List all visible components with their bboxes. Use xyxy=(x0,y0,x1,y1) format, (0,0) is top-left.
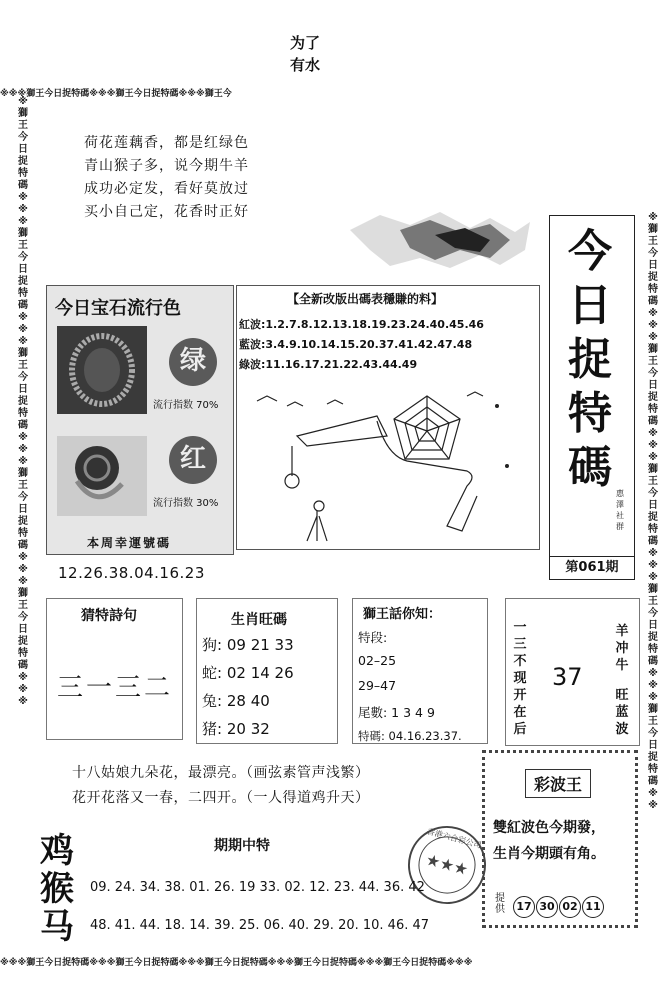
bottom-border-text: ※※※獅王今日捉特碼※※※獅王今日捉特碼※※※獅王今日捉特碼※※※獅王今日捉特碼※※※獅王今日捉特碼※※※ xyxy=(0,958,473,968)
wave-king-title: 彩波王 xyxy=(525,769,591,798)
guess-poem-text: 三一三二 xyxy=(57,673,174,703)
lion-info-box xyxy=(352,598,488,744)
number-ball: 17 xyxy=(513,896,535,918)
wave-king-box xyxy=(482,750,638,928)
top-border-text: ※※※獅王今日捉特碼※※※獅王今日捉特碼※※※獅王今 xyxy=(0,89,232,99)
green-wave: 綠波:11.16.17.21.22.43.44.49 xyxy=(239,358,418,371)
gem-image-1 xyxy=(57,326,147,414)
guess-poem-title: 猜特詩句 xyxy=(81,608,137,624)
right-border-text: ※獅王今日捉特碼※※※獅王今日捉特碼※※※獅王今日捉特碼※※※獅王今日捉特碼※※※獅王今日捉特碼※※ xyxy=(648,212,658,811)
gem-title: 今日宝石流行色 xyxy=(55,298,181,319)
header-line-2: 有水 xyxy=(290,56,321,74)
zodiac-title: 生肖旺碼 xyxy=(231,612,287,628)
masthead-char: 日 xyxy=(568,280,612,331)
poem-line: 买小自己定，花香时正好 xyxy=(84,204,249,220)
lion-info-title: 獅王話你知： xyxy=(363,607,442,622)
masthead-char: 特 xyxy=(568,388,612,439)
zodiac-animal: 狗: xyxy=(202,636,223,654)
gem-image-2 xyxy=(57,436,147,516)
forecast-column-bottom: 旺蓝波 xyxy=(615,688,629,737)
zodiac-numbers: 09 21 33 xyxy=(226,636,294,654)
blue-wave: 藍波:3.4.9.10.14.15.20.37.41.42.47.48 xyxy=(239,338,473,351)
forecast-box xyxy=(505,598,640,746)
header-line-1: 为了 xyxy=(290,34,321,52)
poem-line: 荷花莲藕香，都是红绿色 xyxy=(84,135,249,151)
zodiac-animal: 猪: xyxy=(202,720,223,738)
color-badge-green: 绿 xyxy=(169,338,217,386)
issue-number: 第061期 xyxy=(550,556,634,580)
zodiac-row xyxy=(202,662,294,683)
animal-char: 鸡 xyxy=(40,831,74,871)
bottom-title: 期期中特 xyxy=(214,838,270,854)
masthead-side-text: 惠 澤 社 群 xyxy=(616,489,624,531)
masthead-box xyxy=(549,215,635,580)
ball-row xyxy=(513,895,605,918)
wave-panel xyxy=(236,285,540,550)
zodiac-animal: 兔: xyxy=(202,692,223,710)
zodiac-numbers: 02 14 26 xyxy=(226,664,294,682)
color-badge-red: 红 xyxy=(169,436,217,484)
info-row: 尾數: 1 3 4 9 xyxy=(358,705,435,720)
info-row: 特碼: 04.16.23.37. xyxy=(358,729,462,743)
red-wave: 紅波:1.2.7.8.12.13.18.19.23.24.40.45.46 xyxy=(239,318,484,331)
zodiac-numbers: 28 40 xyxy=(226,692,270,710)
zodiac-row xyxy=(202,718,270,739)
poem-line: 成功必定发，看好莫放过 xyxy=(84,181,249,197)
riddle-line: 花开花落又一春，二四开。（一人得道鸡升天） xyxy=(72,790,370,806)
company-seal xyxy=(399,817,495,913)
info-row: 29–47 xyxy=(358,678,397,693)
provide-label: 提供 xyxy=(495,893,505,915)
zodiac-row xyxy=(202,634,294,655)
popularity-index: 流行指数 70% xyxy=(153,400,219,411)
wave-title: 【全新改版出碼表穩賺的料】 xyxy=(287,292,444,306)
animal-char: 马 xyxy=(40,907,74,947)
guess-poem-box xyxy=(46,598,183,740)
forecast-column-top: 羊冲牛 xyxy=(615,624,629,673)
info-row: 特段: xyxy=(358,630,388,645)
number-ball: 02 xyxy=(559,896,581,918)
forecast-column: 一三不现开在后 xyxy=(513,620,527,737)
zodiac-row xyxy=(202,690,270,711)
masthead-char: 捉 xyxy=(568,334,612,385)
masthead-char: 碼 xyxy=(568,442,612,493)
poem-line: 青山猴子多，说今期牛羊 xyxy=(84,158,249,174)
riddle-line: 十八姑娘九朵花，最漂亮。（画弦素管声浅繁） xyxy=(72,765,370,781)
lucky-title: 本周幸運號碼 xyxy=(87,536,172,550)
info-row: 02–25 xyxy=(358,653,397,668)
featured-animals xyxy=(40,832,74,946)
seal-text: 香港六合彩公司 xyxy=(425,826,483,851)
forecast-number: 37 xyxy=(552,663,583,691)
zodiac-numbers: 20 32 xyxy=(226,720,270,738)
number-ball: 11 xyxy=(582,896,604,918)
left-border-text: ※獅王今日捉特碼※※※獅王今日捉特碼※※※獅王今日捉特碼※※※獅王今日捉特碼※※※獅王今日捉特碼※※※ xyxy=(18,96,28,707)
bottom-numbers-row: 09. 24. 34. 38. 01. 26. 19 33. 02. 12. 23. 44. 36. 42 xyxy=(90,880,425,895)
ink-splash-decoration xyxy=(340,210,540,270)
popularity-index: 流行指数 30% xyxy=(153,498,219,509)
number-ball: 30 xyxy=(536,896,558,918)
gem-panel xyxy=(46,285,234,555)
masthead-char: 今 xyxy=(568,226,612,277)
zodiac-animal: 蛇: xyxy=(202,664,223,682)
animal-char: 猴 xyxy=(40,869,74,909)
riddle-drawing xyxy=(237,376,537,546)
svg-text:★★★: ★★★ xyxy=(423,849,471,880)
bottom-numbers-row: 48. 41. 44. 18. 14. 39. 25. 06. 40. 29. 20. 10. 46. 47 xyxy=(90,918,430,933)
wave-king-line: 雙紅波色今期發， xyxy=(493,820,605,836)
lucky-numbers: 12.26.38.04.16.23 xyxy=(58,564,205,582)
wave-king-line: 生肖今期頭有角。 xyxy=(493,846,605,862)
